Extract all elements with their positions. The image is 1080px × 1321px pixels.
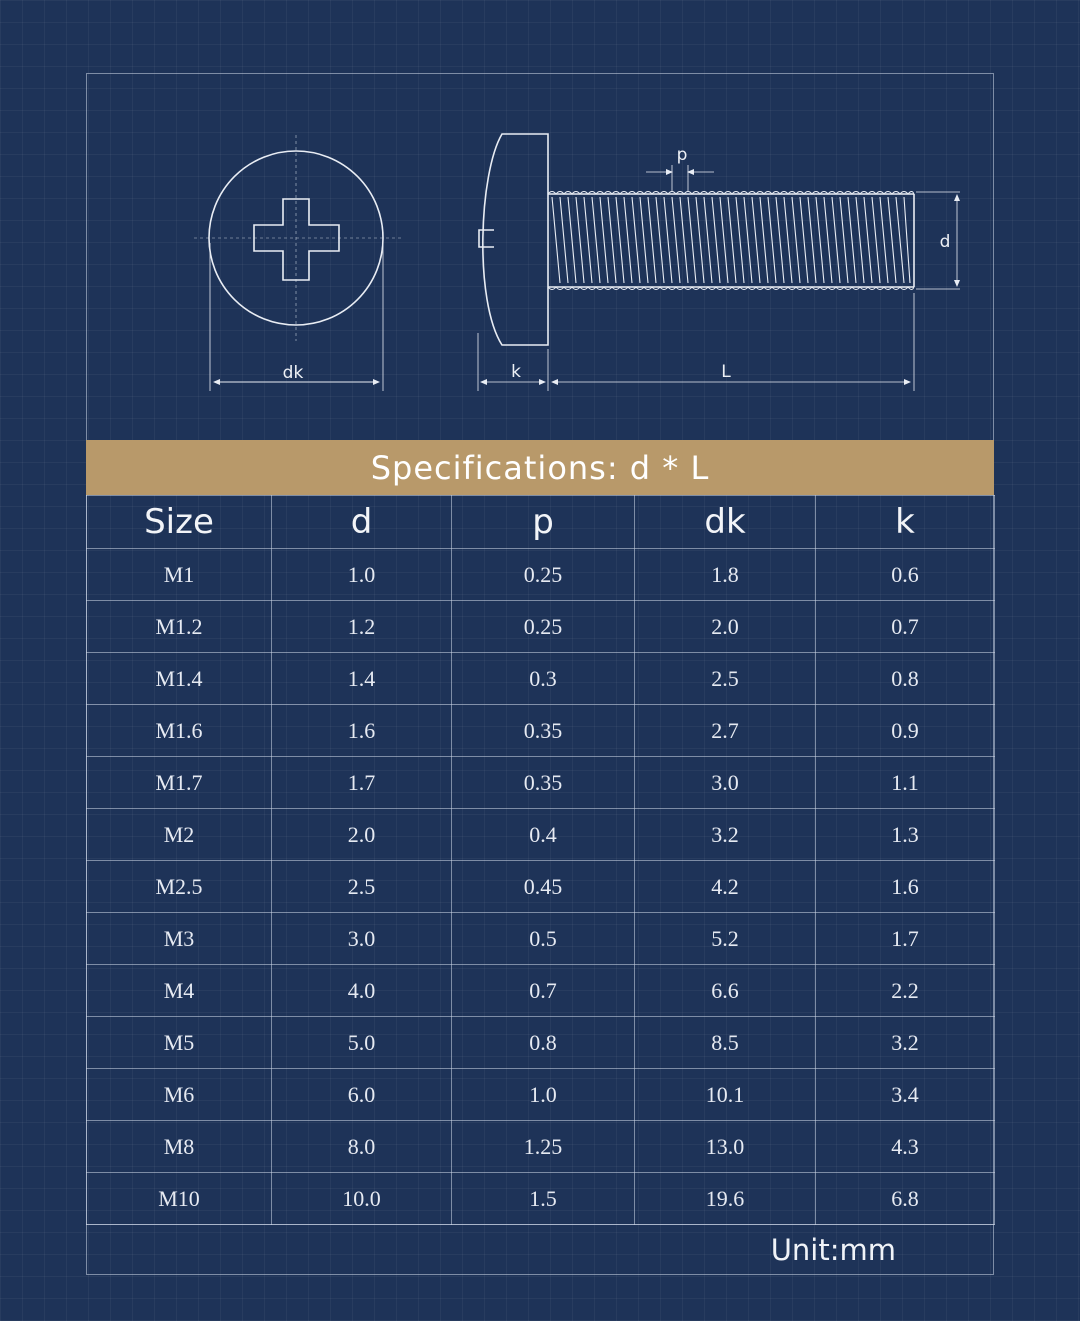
cell-size: M3 <box>87 913 272 965</box>
cell-p: 1.0 <box>452 1069 635 1121</box>
label-p: p <box>676 145 688 165</box>
specifications-banner <box>86 440 994 495</box>
head-top-view <box>194 135 401 391</box>
cell-p: 0.3 <box>452 653 635 705</box>
table-row <box>87 653 995 705</box>
phillips-cross-icon <box>254 199 339 280</box>
cell-dk: 4.2 <box>635 861 816 913</box>
header-size: Size <box>87 496 272 549</box>
cell-size: M1.4 <box>87 653 272 705</box>
cell-p: 0.7 <box>452 965 635 1017</box>
cell-p: 0.4 <box>452 809 635 861</box>
label-d: d <box>939 232 951 252</box>
cell-d: 1.7 <box>272 757 452 809</box>
cell-d: 8.0 <box>272 1121 452 1173</box>
label-k: k <box>511 362 521 382</box>
cell-k: 0.6 <box>816 549 995 601</box>
cell-size: M1.6 <box>87 705 272 757</box>
cell-p: 0.8 <box>452 1017 635 1069</box>
cell-size: M1.2 <box>87 601 272 653</box>
cell-p: 0.35 <box>452 757 635 809</box>
table-header-row <box>87 496 995 549</box>
cell-size: M1.7 <box>87 757 272 809</box>
cell-size: M10 <box>87 1173 272 1225</box>
table-row <box>87 861 995 913</box>
table-row <box>87 1017 995 1069</box>
cell-k: 3.4 <box>816 1069 995 1121</box>
label-L: L <box>721 362 731 382</box>
cell-dk: 2.5 <box>635 653 816 705</box>
cell-dk: 3.0 <box>635 757 816 809</box>
cell-size: M2 <box>87 809 272 861</box>
table-row <box>87 549 995 601</box>
specifications-table <box>86 495 995 1225</box>
unit-footer <box>86 1224 994 1275</box>
cell-k: 0.9 <box>816 705 995 757</box>
cell-p: 0.35 <box>452 705 635 757</box>
cell-p: 0.45 <box>452 861 635 913</box>
table-row <box>87 1069 995 1121</box>
table-row <box>87 965 995 1017</box>
cell-d: 1.0 <box>272 549 452 601</box>
cell-p: 0.25 <box>452 549 635 601</box>
cell-p: 1.5 <box>452 1173 635 1225</box>
cell-d: 10.0 <box>272 1173 452 1225</box>
cell-k: 0.8 <box>816 653 995 705</box>
head-side-view <box>479 134 548 345</box>
unit-label: Unit:mm <box>770 1233 896 1267</box>
cell-d: 2.0 <box>272 809 452 861</box>
cell-dk: 13.0 <box>635 1121 816 1173</box>
cell-p: 0.5 <box>452 913 635 965</box>
cell-k: 0.7 <box>816 601 995 653</box>
cell-d: 1.6 <box>272 705 452 757</box>
cell-d: 2.5 <box>272 861 452 913</box>
threaded-shank <box>548 192 914 290</box>
cell-size: M2.5 <box>87 861 272 913</box>
cell-k: 1.6 <box>816 861 995 913</box>
cell-k: 1.7 <box>816 913 995 965</box>
cell-size: M4 <box>87 965 272 1017</box>
screw-drawing <box>86 73 994 439</box>
cell-dk: 2.0 <box>635 601 816 653</box>
table-row <box>87 913 995 965</box>
cell-size: M8 <box>87 1121 272 1173</box>
cell-dk: 8.5 <box>635 1017 816 1069</box>
cell-dk: 3.2 <box>635 809 816 861</box>
table-row <box>87 1173 995 1225</box>
label-dk: dk <box>282 363 304 383</box>
cell-d: 4.0 <box>272 965 452 1017</box>
cell-k: 4.3 <box>816 1121 995 1173</box>
cell-dk: 10.1 <box>635 1069 816 1121</box>
cell-dk: 19.6 <box>635 1173 816 1225</box>
k-L-dimensions <box>478 293 914 391</box>
cell-k: 2.2 <box>816 965 995 1017</box>
table-row <box>87 757 995 809</box>
header-dk: dk <box>635 496 816 549</box>
cell-dk: 6.6 <box>635 965 816 1017</box>
cell-size: M5 <box>87 1017 272 1069</box>
table-row <box>87 705 995 757</box>
cell-d: 1.2 <box>272 601 452 653</box>
table-row <box>87 1121 995 1173</box>
header-d: d <box>272 496 452 549</box>
cell-d: 5.0 <box>272 1017 452 1069</box>
cell-p: 0.25 <box>452 601 635 653</box>
cell-size: M6 <box>87 1069 272 1121</box>
cell-size: M1 <box>87 549 272 601</box>
screw-diagram <box>86 73 994 439</box>
cell-k: 1.1 <box>816 757 995 809</box>
d-dimension <box>916 192 960 289</box>
p-dimension <box>646 165 714 191</box>
specifications-title: Specifications: d * L <box>370 448 710 487</box>
cell-d: 3.0 <box>272 913 452 965</box>
cell-k: 3.2 <box>816 1017 995 1069</box>
cell-k: 6.8 <box>816 1173 995 1225</box>
cell-d: 1.4 <box>272 653 452 705</box>
cell-p: 1.25 <box>452 1121 635 1173</box>
cell-dk: 2.7 <box>635 705 816 757</box>
cell-dk: 1.8 <box>635 549 816 601</box>
table-row <box>87 809 995 861</box>
table-row <box>87 601 995 653</box>
cell-dk: 5.2 <box>635 913 816 965</box>
cell-d: 6.0 <box>272 1069 452 1121</box>
header-k: k <box>816 496 995 549</box>
cell-k: 1.3 <box>816 809 995 861</box>
header-p: p <box>452 496 635 549</box>
